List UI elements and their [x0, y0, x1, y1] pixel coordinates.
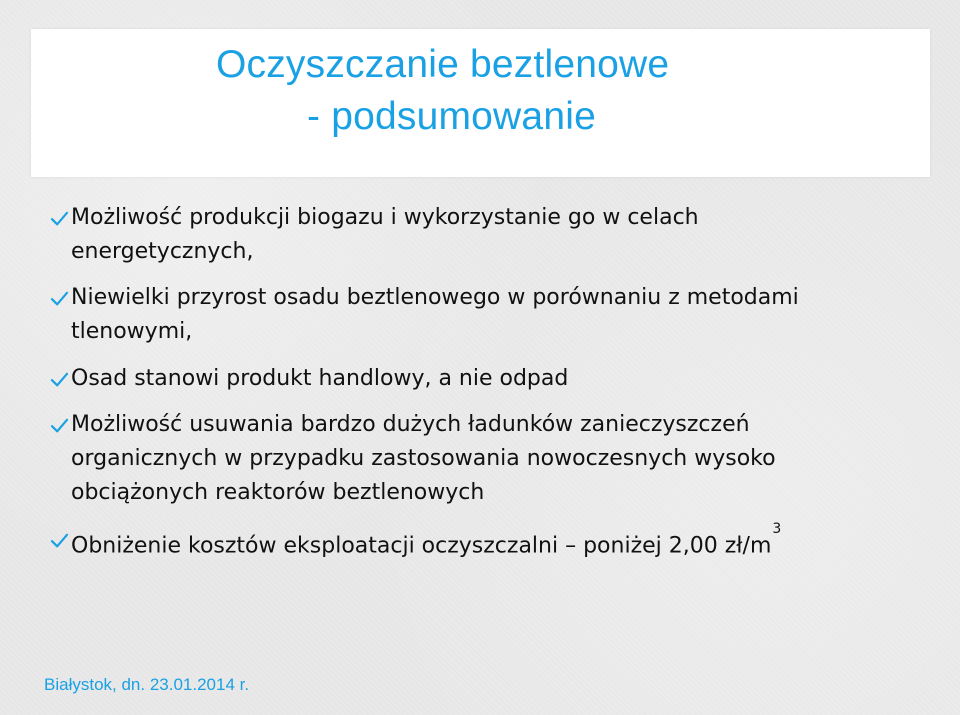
bullet-4-text-3: obciążonych reaktorów beztlenowych: [71, 480, 485, 505]
bullet-4-text-2: organicznych w przypadku zastosowania nowoczesnych wysoko: [71, 446, 776, 471]
bullet-3: [50, 362, 910, 396]
footer-date: Białystok, dn. 23.01.2014 r.: [44, 675, 250, 694]
bullet-2-line-2: [50, 315, 910, 349]
bullet-3-line-1: [50, 362, 910, 396]
bullet-2-text-2: tlenowymi,: [71, 319, 193, 344]
bullet-5: [50, 523, 910, 557]
bullet-2: [50, 281, 910, 349]
checkmark-icon: [50, 416, 69, 435]
bullet-2-line-1: [50, 281, 910, 315]
bullet-3-text-1: Osad stanowi produkt handlowy, a nie odpad: [71, 366, 569, 391]
bullet-4-text-1: Możliwość usuwania bardzo dużych ładunków zanieczyszczeń: [71, 412, 750, 437]
checkmark-icon: [50, 531, 69, 550]
bullet-1-line-1: [50, 201, 910, 235]
slide-title-line-2: - podsumowanie: [307, 95, 596, 138]
bullet-4-line-2: [50, 442, 910, 476]
bullet-4: [50, 408, 910, 510]
slide-title-line-1: Oczyszczanie beztlenowe: [216, 43, 670, 86]
bullet-1-line-2: [50, 235, 910, 269]
checkmark-icon: [50, 370, 69, 389]
cubic-superscript: 3: [772, 521, 782, 537]
bullet-1-text-2: energetycznych,: [71, 239, 254, 264]
checkmark-icon: [50, 289, 69, 308]
bullet-5-text-1: Obniżenie kosztów eksploatacji oczyszczalni – poniżej 2,00 zł/m: [71, 533, 772, 559]
bullet-5-line-1: [50, 523, 910, 557]
bullet-4-line-3: [50, 476, 910, 510]
bullet-1-text-1: Możliwość produkcji biogazu i wykorzystanie go w celach: [71, 205, 699, 230]
checkmark-icon: [50, 209, 69, 228]
bullet-2-text-1: Niewielki przyrost osadu beztlenowego w porównaniu z metodami: [71, 285, 799, 310]
bullet-4-line-1: [50, 408, 910, 442]
bullet-1: [50, 201, 910, 269]
